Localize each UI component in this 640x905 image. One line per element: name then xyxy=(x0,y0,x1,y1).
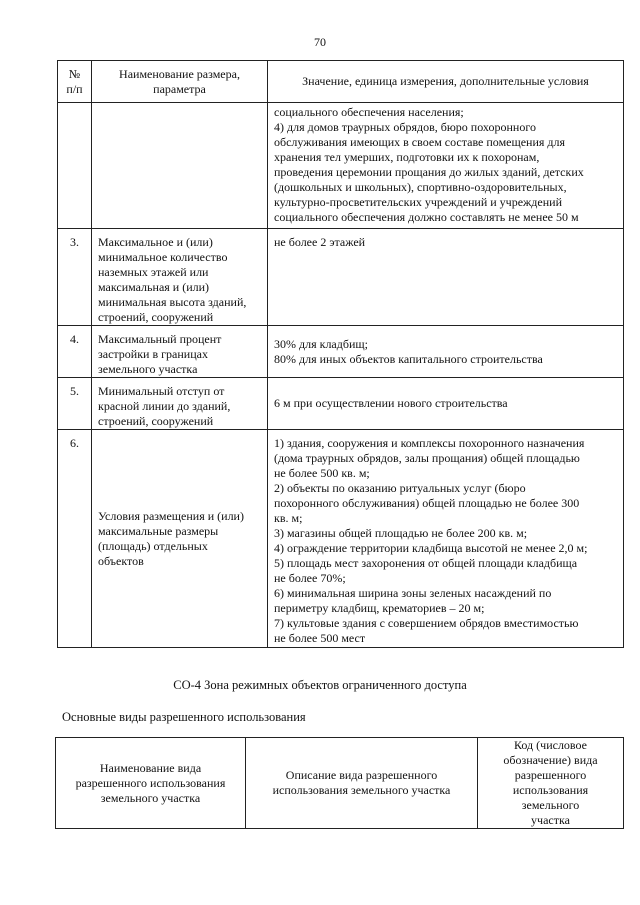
row-value xyxy=(268,103,624,229)
header-use-name xyxy=(56,738,246,829)
text-line: социального обеспечения населения; xyxy=(274,105,464,119)
zone-title: СО-4 Зона режимных объектов ограниченного доступа xyxy=(173,678,467,692)
header-parameter-name: Наименование размера, параметра xyxy=(92,61,268,103)
text-line: строений, сооружений xyxy=(98,414,214,428)
parameters-table-header xyxy=(58,61,624,103)
text-line: 2) объекты по оказанию ритуальных услуг (бюро xyxy=(274,481,526,495)
row-value xyxy=(268,326,624,378)
text-line: похоронного обслуживания) общей площадью не более 300 xyxy=(274,496,580,510)
text-line: не более 2 этажей xyxy=(274,235,366,249)
text-line: Код (числовое xyxy=(514,738,587,752)
text-line: 4) ограждение территории кладбища высотой не менее 2,0 м; xyxy=(274,541,588,555)
text-line: не более 500 кв. м; xyxy=(274,466,370,480)
text-line: обслуживания имеющих в своем составе помещения для xyxy=(274,135,566,149)
row-parameter-name xyxy=(92,430,268,648)
text-line: 6) минимальная ширина зоны зеленых насаждений по xyxy=(274,586,552,600)
text-line: земельного участка xyxy=(98,362,198,376)
text-line: Условия размещения и (или) xyxy=(98,508,244,523)
parameters-table xyxy=(57,60,624,648)
row-number: 3. xyxy=(58,229,92,326)
permitted-uses-table-header xyxy=(56,738,624,829)
text-line: минимальное количество xyxy=(98,250,228,264)
text-line: кв. м; xyxy=(274,511,303,525)
text-line: культурно-просветительских учреждений и учреждений xyxy=(274,195,563,209)
table-row-5 xyxy=(58,378,624,430)
row-parameter-name xyxy=(92,326,268,378)
text-line: не более 70%; xyxy=(274,571,346,585)
text-line: красной линии до зданий, xyxy=(98,399,231,413)
text-line: разрешенного xyxy=(514,768,587,782)
text-line: застройки в границах xyxy=(98,347,208,361)
text-line: земельного участка xyxy=(100,790,201,805)
row-value xyxy=(268,229,624,326)
text-line: проведения церемонии прощания до жилых зданий, детских xyxy=(274,165,584,179)
text-line: 30% для кладбищ; xyxy=(274,336,368,351)
row-number: 5. xyxy=(58,378,92,430)
text-line: минимальная высота зданий, xyxy=(98,295,247,309)
text-line: социального обеспечения должно составлять не менее 50 м xyxy=(274,210,579,224)
row-number xyxy=(58,103,92,229)
text-line: 5) площадь мест захоронения от общей площади кладбища xyxy=(274,556,578,570)
text-line: Максимальный процент xyxy=(98,332,222,346)
text-line: максимальная и (или) xyxy=(98,280,210,294)
row-number: 6. xyxy=(58,430,92,648)
text-line: 1) здания, сооружения и комплексы похоронного назначения xyxy=(274,436,585,450)
text-line: не более 500 мест xyxy=(274,631,366,645)
text-line: 7) культовые здания с совершением обрядов вместимостью xyxy=(274,616,579,630)
text-line: объектов xyxy=(98,553,144,568)
text-line: 4) для домов траурных обрядов, бюро похоронного xyxy=(274,120,536,134)
permitted-uses-table xyxy=(55,737,624,829)
text-line: участка xyxy=(531,813,570,827)
text-line: хранения тел умерших, подготовки их к похоронам, xyxy=(274,150,540,164)
row-number: 4. xyxy=(58,326,92,378)
text-line: (дошкольных и школьных), спортивно-оздоровительных, xyxy=(274,180,567,194)
text-line: разрешенного использования xyxy=(75,775,226,790)
text-line: Наименование вида xyxy=(99,760,202,775)
text-line: использования xyxy=(512,783,589,797)
text-line: Описание вида разрешенного xyxy=(285,768,438,782)
text-line: (площадь) отдельных xyxy=(98,538,208,553)
text-line: Минимальный отступ от xyxy=(98,384,225,398)
text-line: максимальные размеры xyxy=(98,523,219,538)
text-line: (дома траурных обрядов, залы прощания) общей площадью xyxy=(274,451,580,465)
table-row-continuation xyxy=(58,103,624,229)
text-line: 3) магазины общей площадью не более 200 кв. м; xyxy=(274,526,528,540)
table-row-6 xyxy=(58,430,624,648)
row-value xyxy=(268,430,624,648)
header-value: Значение, единица измерения, дополнительные условия xyxy=(268,61,624,103)
row-parameter-name xyxy=(92,103,268,229)
text-line: строений, сооружений xyxy=(98,310,214,324)
table-row-3 xyxy=(58,229,624,326)
header-use-code xyxy=(478,738,624,829)
header-number: № п/п xyxy=(58,61,92,103)
row-parameter-name xyxy=(92,229,268,326)
text-line: 80% для иных объектов капитального строительства xyxy=(274,351,543,366)
text-line: наземных этажей или xyxy=(98,265,209,279)
section-title: Основные виды разрешенного использования xyxy=(62,710,306,724)
text-line: 6 м при осуществлении нового строительства xyxy=(274,396,508,410)
row-value xyxy=(268,378,624,430)
row-parameter-name xyxy=(92,378,268,430)
text-line: обозначение) вида xyxy=(503,753,598,767)
text-line: земельного xyxy=(521,798,580,812)
page-number: 70 xyxy=(314,35,326,49)
table-row-4 xyxy=(58,326,624,378)
text-line: периметру кладбищ, крематориев – 20 м; xyxy=(274,601,485,615)
text-line: Максимальное и (или) xyxy=(98,235,213,249)
text-line: использования земельного участка xyxy=(272,783,451,797)
header-use-description xyxy=(246,738,478,829)
